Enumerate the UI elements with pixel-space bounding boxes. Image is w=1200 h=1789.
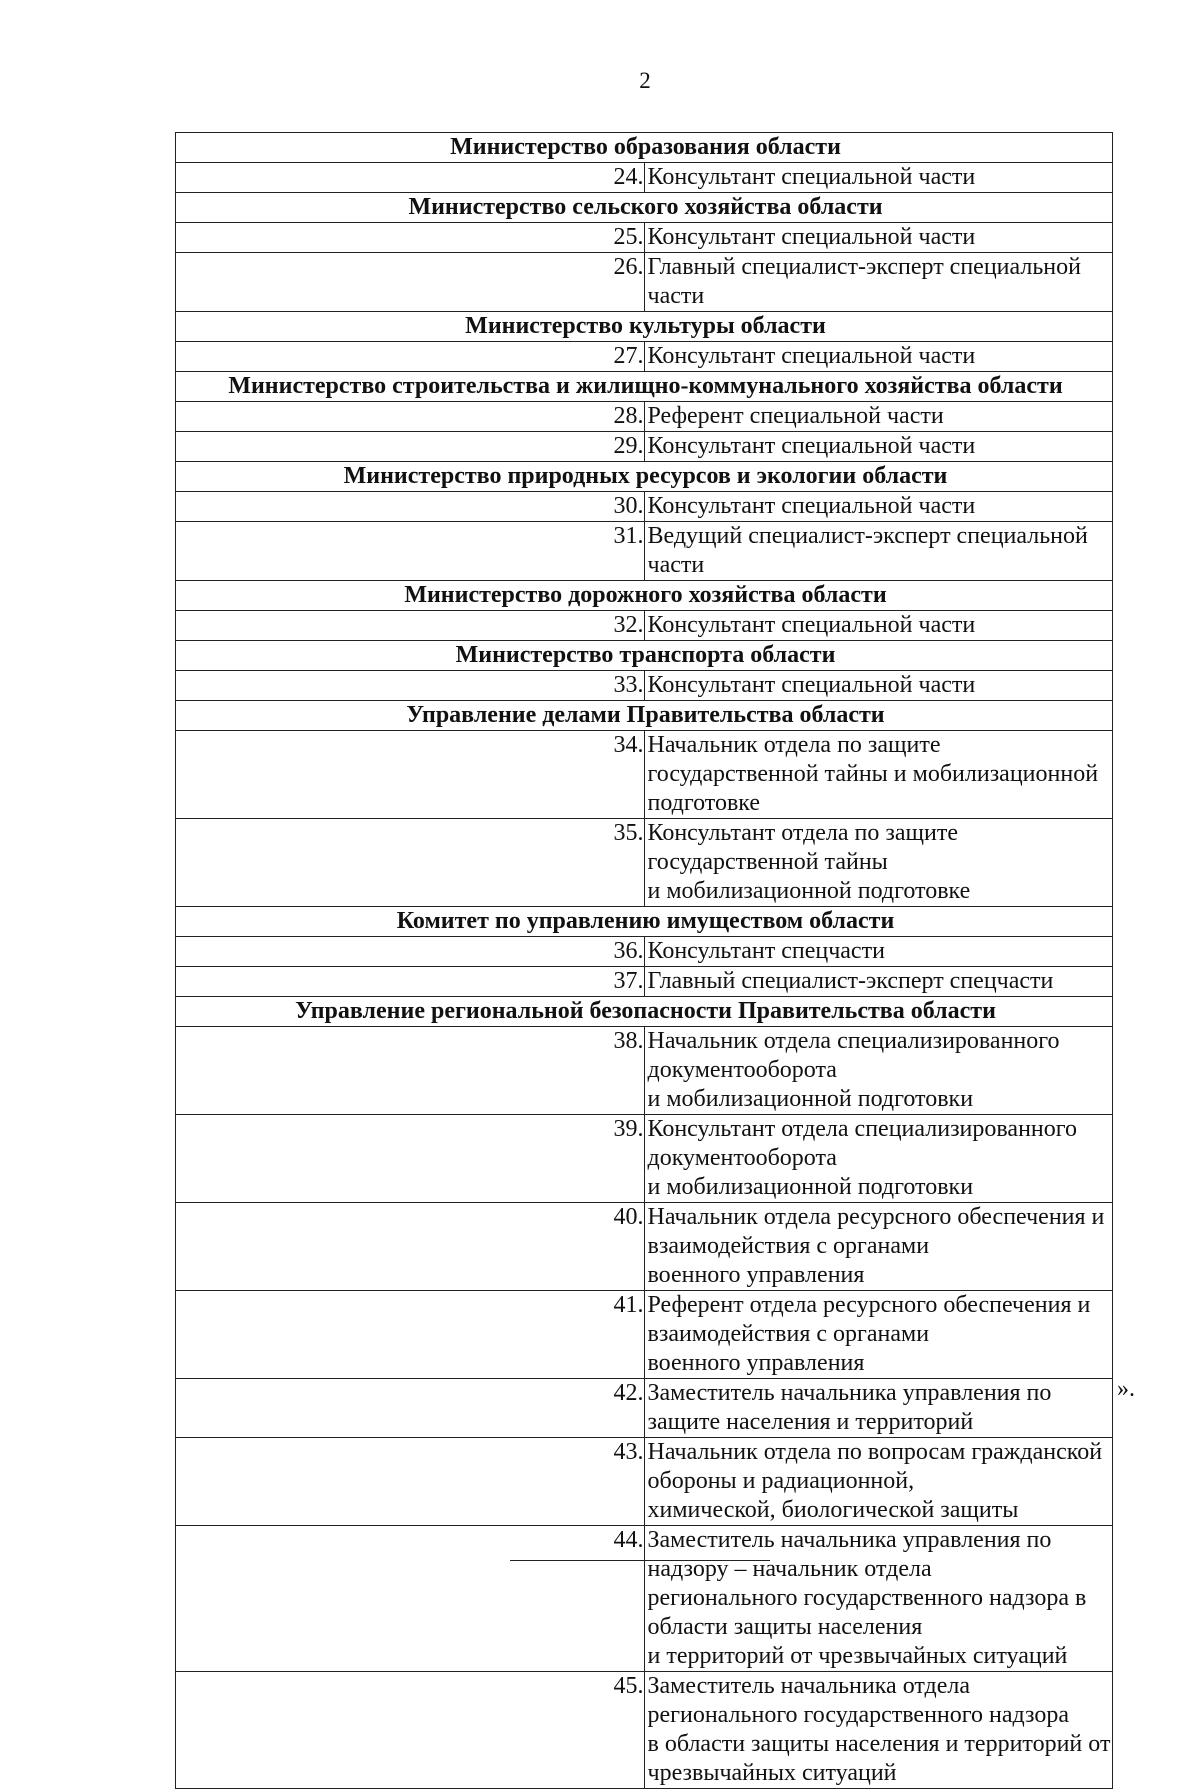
row-number: 27. <box>176 342 645 372</box>
position-title-line: и территорий от чрезвычайных ситуаций <box>647 1643 1068 1669</box>
position-title: Консультант специальной части <box>644 611 1113 641</box>
positions-table <box>175 132 1113 1789</box>
position-title: Референт специальной части <box>644 402 1113 432</box>
table-row <box>176 1027 1113 1115</box>
row-number: 41. <box>176 1291 645 1379</box>
row-number: 26. <box>176 253 645 312</box>
position-title <box>644 731 1113 819</box>
position-title: Консультант специальной части <box>644 492 1113 522</box>
section-title: Министерство строительства и жилищно-коммунального хозяйства области <box>176 372 1113 402</box>
table-row <box>176 1203 1113 1291</box>
table-row <box>176 522 1113 581</box>
row-number: 36. <box>176 937 645 967</box>
end-separator-line <box>510 1560 770 1561</box>
section-header-row <box>176 641 1113 671</box>
table-row <box>176 1438 1113 1526</box>
table-row <box>176 1291 1113 1379</box>
position-title: Консультант специальной части <box>644 163 1113 193</box>
row-number: 30. <box>176 492 645 522</box>
table-row <box>176 1526 1113 1672</box>
row-number: 33. <box>176 671 645 701</box>
section-title: Комитет по управлению имуществом области <box>176 907 1113 937</box>
position-title-line: Начальник отдела специализированного документооборота <box>647 1028 1060 1083</box>
section-title: Министерство образования области <box>176 133 1113 163</box>
position-title-line: регионального государственного надзора в области защиты населения <box>647 1585 1087 1640</box>
position-title: Консультант специальной части <box>644 223 1113 253</box>
position-title: Консультант спецчасти <box>644 937 1113 967</box>
position-title <box>644 1438 1113 1526</box>
table-row <box>176 937 1113 967</box>
table-row <box>176 1379 1113 1438</box>
row-number: 25. <box>176 223 645 253</box>
position-title-line: Консультант отдела по защите государственной тайны <box>647 820 958 875</box>
section-header-row <box>176 701 1113 731</box>
table-row <box>176 1115 1113 1203</box>
position-title-line: и мобилизационной подготовки <box>647 1086 974 1112</box>
row-number: 31. <box>176 522 645 581</box>
section-header-row <box>176 997 1113 1027</box>
table-row <box>176 492 1113 522</box>
position-title-line: Начальник отдела по вопросам гражданской обороны и радиационной, <box>647 1439 1103 1494</box>
row-number: 32. <box>176 611 645 641</box>
position-title <box>644 1672 1113 1789</box>
section-title: Управление делами Правительства области <box>176 701 1113 731</box>
section-header-row <box>176 312 1113 342</box>
section-title: Министерство дорожного хозяйства области <box>176 581 1113 611</box>
position-title: Главный специалист-эксперт спецчасти <box>644 967 1113 997</box>
position-title <box>644 1526 1113 1672</box>
row-number: 24. <box>176 163 645 193</box>
section-title: Министерство транспорта области <box>176 641 1113 671</box>
position-title <box>644 1291 1113 1379</box>
position-title: Консультант специальной части <box>644 432 1113 462</box>
section-header-row <box>176 193 1113 223</box>
section-header-row <box>176 372 1113 402</box>
row-number: 38. <box>176 1027 645 1115</box>
section-header-row <box>176 907 1113 937</box>
row-number: 43. <box>176 1438 645 1526</box>
section-header-row <box>176 462 1113 492</box>
table-row <box>176 342 1113 372</box>
position-title: Ведущий специалист-эксперт специальной части <box>644 522 1113 581</box>
row-number: 40. <box>176 1203 645 1291</box>
position-title-line: Начальник отдела ресурсного обеспечения и взаимодействия с органами <box>647 1204 1105 1259</box>
section-title: Министерство природных ресурсов и экологии области <box>176 462 1113 492</box>
section-header-row <box>176 581 1113 611</box>
table-row <box>176 731 1113 819</box>
position-title <box>644 1203 1113 1291</box>
row-number: 34. <box>176 731 645 819</box>
table-row <box>176 819 1113 907</box>
table-row <box>176 671 1113 701</box>
row-number: 35. <box>176 819 645 907</box>
position-title-line: и мобилизационной подготовке <box>647 878 971 904</box>
position-title-line: химической, биологической защиты <box>647 1497 1019 1523</box>
row-number: 45. <box>176 1672 645 1789</box>
position-title: Заместитель начальника управления по защите населения и территорий <box>644 1379 1113 1438</box>
position-title-line: военного управления <box>647 1262 865 1288</box>
section-title: Управление региональной безопасности Правительства области <box>176 997 1113 1027</box>
section-header-row <box>176 133 1113 163</box>
row-number: 39. <box>176 1115 645 1203</box>
table-row <box>176 967 1113 997</box>
position-title <box>644 819 1113 907</box>
position-title-line: в области защиты населения и территорий от чрезвычайных ситуаций <box>647 1731 1111 1786</box>
table-row <box>176 611 1113 641</box>
position-title-line: Заместитель начальника управления по надзору – начальник отдела <box>647 1527 1052 1582</box>
row-number: 42. <box>176 1379 645 1438</box>
table-row <box>176 223 1113 253</box>
row-number: 37. <box>176 967 645 997</box>
position-title <box>644 1115 1113 1203</box>
table-row <box>176 432 1113 462</box>
positions-table-body <box>176 133 1113 1789</box>
page-number: 2 <box>639 68 651 93</box>
position-title-line: Консультант отдела специализированного документооборота <box>647 1116 1078 1171</box>
section-title: Министерство культуры области <box>176 312 1113 342</box>
position-title: Консультант специальной части <box>644 671 1113 701</box>
position-title <box>644 1027 1113 1115</box>
row-number: 44. <box>176 1526 645 1672</box>
position-title: Главный специалист-эксперт специальной части <box>644 253 1113 312</box>
position-title-line: Заместитель начальника отдела регионального государственного надзора <box>647 1673 1069 1728</box>
position-title-line: военного управления <box>647 1350 865 1376</box>
row-number: 28. <box>176 402 645 432</box>
position-title-line: Референт отдела ресурсного обеспечения и взаимодействия с органами <box>647 1292 1091 1347</box>
position-title-line: подготовке <box>647 790 761 816</box>
position-title-line: Начальник отдела по защите государственной тайны и мобилизационной <box>647 732 1099 787</box>
table-row <box>176 163 1113 193</box>
row-number: 29. <box>176 432 645 462</box>
table-row <box>176 253 1113 312</box>
table-row <box>176 402 1113 432</box>
closing-quote: ». <box>1117 1376 1135 1402</box>
position-title-line: и мобилизационной подготовки <box>647 1174 974 1200</box>
table-row <box>176 1672 1113 1789</box>
position-title: Консультант специальной части <box>644 342 1113 372</box>
section-title: Министерство сельского хозяйства области <box>176 193 1113 223</box>
